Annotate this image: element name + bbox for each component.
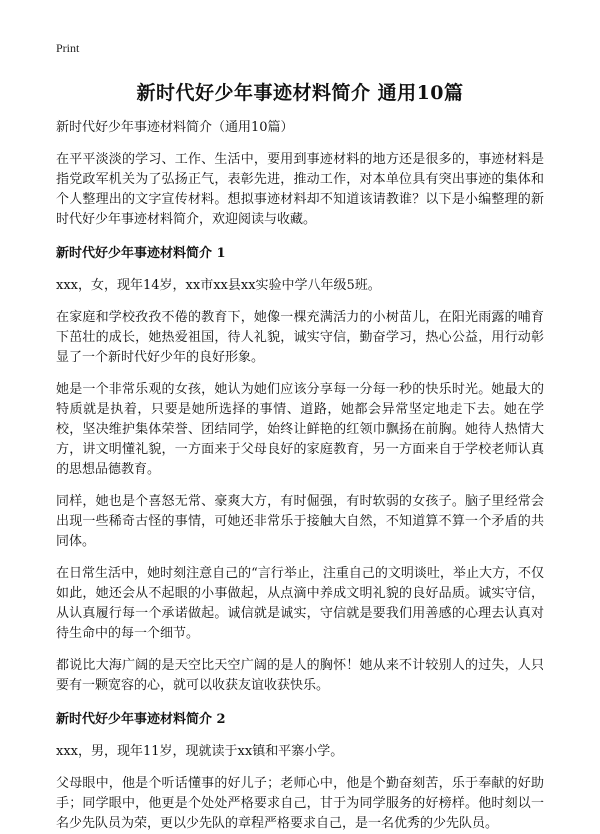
section-2-paragraph: xxx，男，现年11岁，现就读于xx镇和平寨小学。 xyxy=(56,744,344,759)
section-1-paragraph: 在家庭和学校孜孜不倦的教育下，她像一棵充满活力的小树苗儿，在阳光雨露的哺育下茁壮的成长，她热爱祖国，待人礼貌，诚实守信，勤奋学习，热心公益，用行动彰显了一个新时代好少年的良好形象。 xyxy=(56,310,544,365)
document-subtitle: 新时代好少年事迹材料简介（通用10篇） xyxy=(56,120,294,135)
section-1-paragraph: 她是一个非常乐观的女孩，她认为她们应该分享每一分每一秒的快乐时光。她最大的特质就是执着，只要是她所选择的事情、道路，她都会异常坚定地走下去。她在学校，坚决维护集体荣誉、团结同学，始终让鲜艳的红领巾飘扬在前胸。她待人热情大方，讲文明懂礼貌，一方面来于父母良好的家庭教育，另一方面来自于学校老师认真的思想品德教育。 xyxy=(56,382,544,477)
intro-paragraph: 在平平淡淡的学习、工作、生活中，要用到事迹材料的地方还是很多的，事迹材料是指党政军机关为了弘扬正气，表彰先进，推动工作，对本单位具有突出事迹的集体和个人整理出的文字宣传材料。想拟事迹材料却不知道该请教谁？以下是小编整理的新时代好少年事迹材料简介，欢迎阅读与收藏。 xyxy=(56,152,544,227)
section-1-paragraph: 同样，她也是个喜怒无常、豪爽大方，有时倔强，有时软弱的女孩子。脑子里经常会出现一些稀奇古怪的事情，可她还非常乐于接触大自然，不知道算不算一个矛盾的共同体。 xyxy=(56,494,544,549)
section-1-paragraph: 在日常生活中，她时刻注意自己的“言行举止，注重自己的文明谈吐，举止大方，不仅如此，她还会从不起眼的小事做起，从点滴中养成文明礼貌的良好品质。诚实守信，从认真履行每一个承诺做起。诚信就是诚实，守信就是要我们用善感的心理去认真对待生命中的每一个细节。 xyxy=(56,566,544,641)
section-2-paragraph: 父母眼中，他是个听话懂事的好儿子；老师心中，他是个勤奋刻苦，乐于奉献的好助手；同学眼中，他更是个处处严格要求自己，甘于为同学服务的好榜样。他时刻以一名少先队员为荣，更以少先队的章程严格要求自己，是一名优秀的少先队员。 xyxy=(56,776,544,831)
section-heading-2: 新时代好少年事迹材料简介 2 xyxy=(56,712,226,727)
page-title: 新时代好少年事迹材料简介 通用10篇 xyxy=(136,82,464,104)
print-link[interactable]: Print xyxy=(56,41,80,55)
section-1-paragraph: xxx，女，现年14岁，xx市xx县xx实验中学八年级5班。 xyxy=(56,278,381,293)
section-heading-1: 新时代好少年事迹材料简介 1 xyxy=(56,246,226,261)
section-1-paragraph: 都说比大海广阔的是天空比天空广阔的是人的胸怀！她从来不计较别人的过失，人只要有一颗宽容的心，就可以收获友谊收获快乐。 xyxy=(56,658,544,693)
